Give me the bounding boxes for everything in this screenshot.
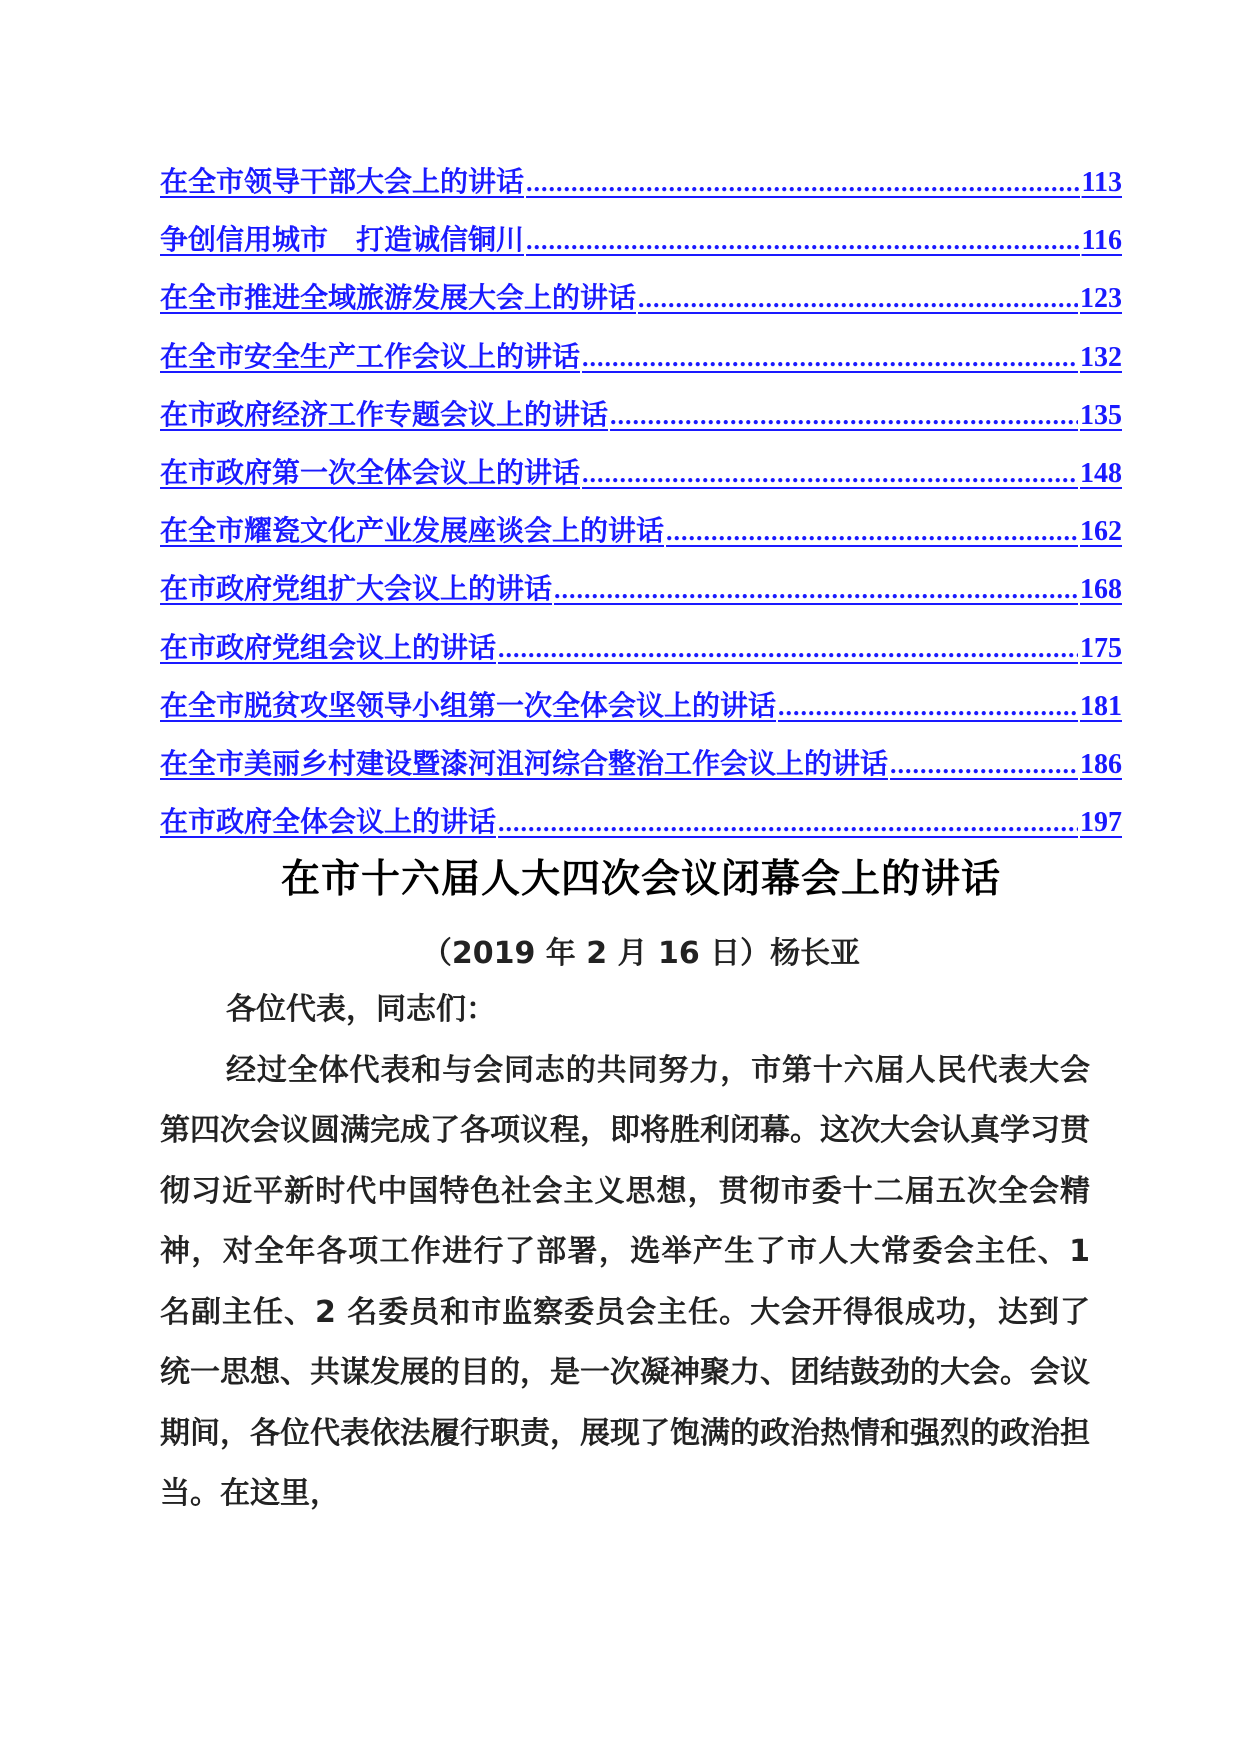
toc-dot-leader xyxy=(526,168,1080,198)
toc-dot-leader xyxy=(582,459,1078,489)
toc-entry[interactable] xyxy=(160,742,1122,800)
toc-entry-page: 148 xyxy=(1080,457,1122,489)
toc-entry-title: 争创信用城市 打造诚信铜川 xyxy=(160,223,525,257)
toc-entry[interactable] xyxy=(160,451,1122,509)
toc-entry-title: 在市政府第一次全体会议上的讲话 xyxy=(160,455,581,489)
toc-entry-title: 在全市领导干部大会上的讲话 xyxy=(160,165,525,198)
toc-entry[interactable] xyxy=(160,684,1122,742)
toc-entry-page: 181 xyxy=(1080,690,1122,722)
toc-entry-page: 135 xyxy=(1080,399,1122,431)
toc-entry-page: 168 xyxy=(1080,574,1122,606)
toc-dot-leader xyxy=(610,401,1078,431)
toc-entry[interactable] xyxy=(160,160,1122,218)
toc-entry[interactable] xyxy=(160,218,1122,276)
toc-dot-leader xyxy=(554,575,1078,605)
salutation: 各位代表，同志们： xyxy=(226,992,496,1027)
toc-dot-leader xyxy=(778,692,1078,722)
table-of-contents xyxy=(160,160,1122,858)
toc-entry-title: 在全市美丽乡村建设暨漆河沮河综合整治工作会议上的讲话 xyxy=(160,746,889,780)
toc-entry-page: 162 xyxy=(1080,516,1122,548)
document-body xyxy=(160,980,1090,1525)
toc-entry-title: 在全市耀瓷文化产业发展座谈会上的讲话 xyxy=(160,514,665,548)
toc-entry-title: 在市政府经济工作专题会议上的讲话 xyxy=(160,397,609,431)
toc-entry-title: 在全市推进全域旅游发展大会上的讲话 xyxy=(160,281,637,315)
toc-entry-page: 175 xyxy=(1080,632,1122,664)
toc-entry-page: 186 xyxy=(1080,748,1122,780)
toc-entry-page: 197 xyxy=(1080,807,1122,839)
document-subtitle: （2019 年 2 月 16 日）杨长亚 xyxy=(421,936,861,971)
toc-entry[interactable] xyxy=(160,276,1122,334)
toc-entry-title: 在市政府党组会议上的讲话 xyxy=(160,630,497,664)
toc-entry-title: 在市政府党组扩大会议上的讲话 xyxy=(160,572,553,606)
toc-entry[interactable] xyxy=(160,626,1122,684)
toc-entry[interactable] xyxy=(160,509,1122,567)
toc-entry[interactable] xyxy=(160,393,1122,451)
toc-entry[interactable] xyxy=(160,567,1122,625)
toc-dot-leader xyxy=(582,343,1078,373)
toc-dot-leader xyxy=(638,284,1078,314)
toc-entry-page: 116 xyxy=(1081,225,1122,257)
toc-entry-title: 在市政府全体会议上的讲话 xyxy=(160,805,497,839)
toc-entry-page: 113 xyxy=(1081,167,1122,198)
toc-dot-leader xyxy=(890,750,1078,780)
toc-dot-leader xyxy=(498,634,1078,664)
toc-entry-title: 在全市脱贫攻坚领导小组第一次全体会议上的讲话 xyxy=(160,688,777,722)
body-paragraph: 经过全体代表和与会同志的共同努力，市第十六届人民代表大会第四次会议圆满完成了各项议程，即将胜利闭幕。这次大会认真学习贯彻习近平新时代中国特色社会主义思想，贯彻市委十二届五次全会精神，对全年各项工作进行了部署，选举产生了市人大常委会主任、1 名副主任、2 名委员和市监察委员会主任。大会开得很成功，达到了统一思想、共谋发展的目的，是一次凝神聚力、团结鼓劲的大会。会议期间，各位代表依法履行职责，展现了饱满的政治热情和强烈的政治担当。在这里， xyxy=(160,1052,1090,1511)
toc-entry[interactable] xyxy=(160,335,1122,393)
toc-dot-leader xyxy=(666,517,1078,547)
toc-entry-page: 123 xyxy=(1080,283,1122,315)
toc-entry-page: 132 xyxy=(1080,341,1122,373)
toc-dot-leader xyxy=(498,808,1078,838)
document-title: 在市十六届人大四次会议闭幕会上的讲话 xyxy=(280,857,1001,902)
toc-entry-title: 在全市安全生产工作会议上的讲话 xyxy=(160,339,581,373)
toc-dot-leader xyxy=(526,226,1080,256)
